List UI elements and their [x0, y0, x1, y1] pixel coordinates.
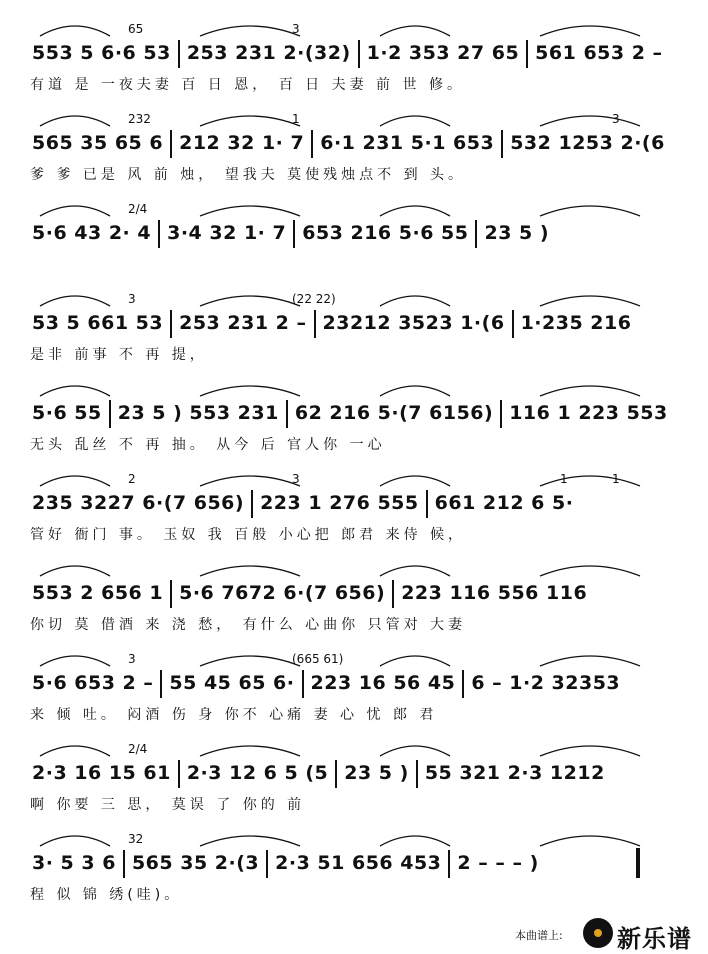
bar-line [501, 130, 503, 158]
measure: 5·6 43 2· 4 [32, 222, 152, 244]
lyrics-line [30, 254, 690, 276]
bar-line [500, 400, 502, 428]
measure: 235 3227 6·(7 656) [32, 492, 245, 514]
measure: 253 231 2·(32) [186, 42, 351, 64]
notation-line [32, 398, 692, 428]
bar-line [335, 760, 337, 788]
bar-line [286, 400, 288, 428]
measure: 2 – – – ) [457, 852, 539, 874]
measure: 653 216 5·6 55 [302, 222, 469, 244]
measure: 3·4 32 1· 7 [167, 222, 287, 244]
slur-marks [0, 550, 708, 578]
notation-annotation: 3 [292, 472, 300, 486]
bar-line [302, 670, 304, 698]
notation-line [32, 758, 692, 788]
notation-line [32, 578, 692, 608]
lyrics-line: 你切 莫 借酒 来 浇 愁， 有什么 心曲你 只管对 大妻 [30, 617, 467, 633]
disc-logo-icon [583, 918, 613, 948]
notation-line [32, 128, 692, 158]
notation-annotation: 32 [128, 832, 144, 846]
slur-marks [0, 100, 708, 128]
brand-name: 新乐谱 [617, 925, 692, 953]
notation-annotation: 2 [128, 472, 136, 486]
notation-annotation: 2/4 [128, 202, 148, 216]
lyrics-line: 啊 你要 三 思， 莫误 了 你的 前 [30, 797, 306, 813]
measure: 55 45 65 6· [169, 672, 295, 694]
measure: 2·3 12 6 5 (5 [186, 762, 329, 784]
bar-line [178, 40, 180, 68]
notation-annotation: 3 [128, 652, 136, 666]
bar-line [314, 310, 316, 338]
measure: 532 1253 2·(6 [510, 132, 665, 154]
measure: 3· 5 3 6 [32, 852, 116, 874]
measure: 5·6 653 2 – [32, 672, 154, 694]
measure: 23212 3523 1·(6 [322, 312, 505, 334]
slur-marks [0, 460, 708, 488]
notation-line [32, 848, 692, 878]
measure: 5·6 7672 6·(7 656) [179, 582, 386, 604]
slur-marks [0, 10, 708, 38]
measure: 23 5 ) 553 231 [117, 402, 279, 424]
measure: 223 1 276 555 [260, 492, 419, 514]
bar-line [160, 670, 162, 698]
measure: 223 116 556 116 [401, 582, 588, 604]
measure: 23 5 ) [344, 762, 409, 784]
bar-line [170, 310, 172, 338]
bar-line [170, 130, 172, 158]
source-prefix: 本曲谱上: [515, 929, 563, 942]
notation-annotation: 65 [128, 22, 144, 36]
measure: 565 35 65 6 [32, 132, 164, 154]
lyrics-line: 爹 爹 已是 风 前 烛， 望我夫 莫使残烛点不 到 头。 [30, 167, 467, 183]
slur-marks [0, 280, 708, 308]
slur-marks [0, 730, 708, 758]
notation-annotation: (22 22) [292, 292, 336, 306]
measure: 565 35 2·(3 [131, 852, 260, 874]
bar-line [178, 760, 180, 788]
bar-line [358, 40, 360, 68]
lyrics-line: 无头 乱丝 不 再 抽。 从今 后 官人你 一心 [30, 437, 386, 453]
lyrics-line: 管好 衙门 事。 玉奴 我 百般 小心把 郎君 来侍 候， [30, 527, 467, 543]
lyrics-line: 程 似 锦 绣(哇)。 [30, 887, 183, 903]
notation-line [32, 38, 692, 68]
slur-marks [0, 640, 708, 668]
measure: 62 216 5·(7 6156) [294, 402, 494, 424]
lyrics-line: 来 倾 吐。 闷酒 伤 身 你不 心痛 妻 心 忧 郎 君 [30, 707, 438, 723]
notation-line [32, 488, 692, 518]
bar-line [123, 850, 125, 878]
measure: 55 321 2·3 1212 [424, 762, 605, 784]
bar-line [462, 670, 464, 698]
measure: 6·1 231 5·1 653 [320, 132, 495, 154]
notation-annotation: 2/4 [128, 742, 148, 756]
measure: 253 231 2 – [179, 312, 307, 334]
measure: 1·2 353 27 65 [366, 42, 520, 64]
source-watermark [515, 918, 705, 953]
bar-line [426, 490, 428, 518]
slur-marks [0, 820, 708, 848]
bar-line [512, 310, 514, 338]
notation-annotation: 3 [292, 22, 300, 36]
notation-line [32, 308, 692, 338]
bar-line [392, 580, 394, 608]
bar-line [109, 400, 111, 428]
measure: 5·6 55 [32, 402, 102, 424]
bar-line [158, 220, 160, 248]
measure: 2·3 16 15 61 [32, 762, 171, 784]
bar-line [448, 850, 450, 878]
bar-line [170, 580, 172, 608]
notation-annotation: 3 [612, 112, 620, 126]
measure: 553 2 656 1 [32, 582, 164, 604]
final-bar-line [636, 848, 640, 878]
notation-annotation: 1 [292, 112, 300, 126]
bar-line [311, 130, 313, 158]
notation-annotation: 1 [560, 472, 568, 486]
measure: 23 5 ) [484, 222, 550, 244]
measure: 53 5 661 53 [32, 312, 164, 334]
measure: 553 5 6·6 53 [32, 42, 171, 64]
slur-marks [0, 190, 708, 218]
measure: 212 32 1· 7 [179, 132, 305, 154]
notation-annotation: 1 [612, 472, 620, 486]
bar-line [475, 220, 477, 248]
measure: 223 16 56 45 [310, 672, 456, 694]
notation-line [32, 668, 692, 698]
measure: 116 1 223 553 [509, 402, 668, 424]
bar-line [266, 850, 268, 878]
bar-line [293, 220, 295, 248]
measure: 661 212 6 5· [434, 492, 574, 514]
lyrics-line: 是非 前事 不 再 提， [30, 347, 208, 363]
notation-line [32, 218, 692, 248]
notation-annotation: 3 [128, 292, 136, 306]
notation-annotation: 232 [128, 112, 151, 126]
bar-line [416, 760, 418, 788]
measure: 561 653 2 – [535, 42, 663, 64]
measure: 1·235 216 [520, 312, 632, 334]
bar-line [251, 490, 253, 518]
notation-annotation: (665 61) [292, 652, 344, 666]
measure: 2·3 51 656 453 [275, 852, 442, 874]
measure: 6 – 1·2 32353 [471, 672, 621, 694]
bar-line [526, 40, 528, 68]
slur-marks [0, 370, 708, 398]
lyrics-line: 有道 是 一夜夫妻 百 日 恩， 百 日 夫妻 前 世 修。 [30, 77, 465, 93]
